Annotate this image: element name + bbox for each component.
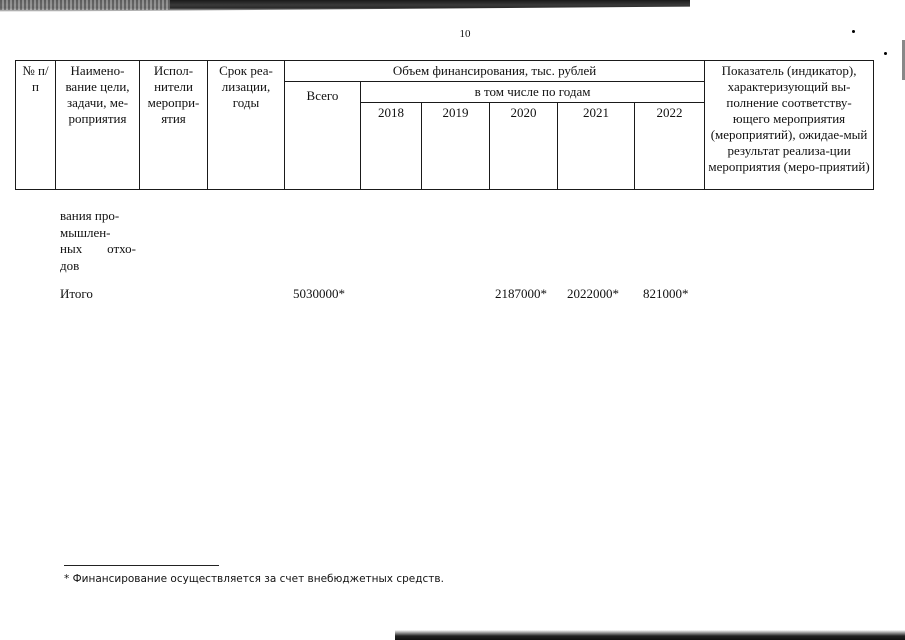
footnote: * Финансирование осуществляется за счет внебюджетных средств. (64, 573, 444, 585)
continued-line: вания про- (60, 208, 120, 223)
total-2020: 2187000* (495, 286, 547, 301)
continued-activity-name (60, 208, 136, 274)
scan-speck (852, 30, 855, 33)
financing-table (15, 60, 874, 190)
header-indicator: Показатель (индикатор), характеризующий вы-полнение соответству-ющего мероприятия (мероприятий), ожидае-мый результат реализа-ции мероприятия (меро-приятий) (705, 61, 874, 190)
header-year-2019: 2019 (422, 103, 490, 190)
header-period: Срок реа-лизации, годы (208, 61, 285, 190)
header-name: Наимено-вание цели, задачи, ме-роприятия (56, 61, 140, 190)
total-all-years: 5030000* (293, 286, 345, 301)
header-year-2018: 2018 (361, 103, 422, 190)
scan-edge-bottom (395, 630, 905, 640)
continued-word: отхо- (107, 241, 136, 256)
total-label: Итого (60, 286, 93, 301)
header-year-2021: 2021 (558, 103, 635, 190)
header-number: № п/п (16, 61, 56, 190)
header-total: Всего (285, 82, 361, 190)
header-year-2022: 2022 (635, 103, 705, 190)
continued-line (60, 241, 136, 258)
total-2022: 821000* (643, 286, 689, 301)
scan-noise-top (0, 0, 170, 10)
header-executors: Испол-нители меропри-ятия (140, 61, 208, 190)
header-by-years: в том числе по годам (361, 82, 705, 103)
footnote-divider (64, 565, 219, 566)
header-year-2020: 2020 (490, 103, 558, 190)
page-number: 10 (459, 28, 471, 40)
scan-speck (884, 52, 887, 55)
continued-line: дов (60, 257, 80, 273)
continued-line: мышлен- (60, 224, 111, 240)
header-financing: Объем финансирования, тыс. рублей (285, 61, 705, 82)
total-2021: 2022000* (567, 286, 619, 301)
continued-word: ных (60, 241, 83, 256)
